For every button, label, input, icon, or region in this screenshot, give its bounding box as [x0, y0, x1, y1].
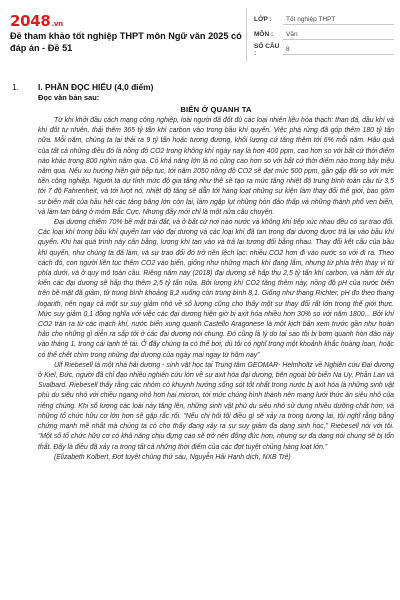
article-title: BIỂN Ở QUANH TA — [180, 105, 252, 114]
article-paragraph: Ulf Riebesell là một nhà hải dương - sinh vật học tại Trung tâm GEOMAR- Helmholtz về Nghiên cứu Đại dương ở Kiel, Đức, người đã chỉ đạo nhiều nghiên cứu lớn về sự axit hóa đại dương, bên ngoài bờ biển Na Uy, Phần Lan và Svalbard. Riebesell thấy rằng các nhóm có khuynh hướng sống sót tốt nhất trong nước bị axit hóa là những sinh vật phù du siêu nhỏ với chiều ngang nhỏ hơn hai micron, tới mức chúng hình thành nên mạng lưới thức ăn siêu nhỏ của riêng chúng. Khi số lượng các loài này tăng lên, những sinh vật phù du siêu nhỏ sử dụng nhiều dưỡng chất hơn, và những tổ chức hữu cơ lớn hơn sẽ gặp rắc rối. “Nếu chị hỏi tôi điều gì sẽ xảy ra trong tương lai, tôi nghĩ rằng bằng chứng mạnh mẽ nhất mà chúng ta có cho thấy đang xảy ra sự suy giảm đa dạng sinh học,” Riebesell nói với tôi. “Một số tổ chức hữu cơ có khả năng chịu đựng cao sẽ trở nên đông đúc hơn, nhưng sự đa dạng nói chung sẽ bị tổn thất. Đây là điều đã xảy ra trong tất cả những thời điểm của các đợt tuyệt chủng hàng loạt lớn.” — [38, 361, 394, 451]
section-heading — [10, 82, 394, 93]
meta-row-grade — [254, 12, 394, 27]
article-paragraph: Từ khi khởi đầu cách mạng công nghiệp, loài người đã đốt đủ các loại nhiên liệu hóa thạch: than đá, dầu khí và khí đốt tự nhiên, thải thêm 365 tỷ tấn khí carbon vào trong bầu khí quyển. Việc phá rừng đã góp thêm 180 tỷ tấn nữa. Mỗi năm, chúng ta lại thải ra 9 tỷ tấn hoặc tương đương, khối lượng cứ tăng thêm tới 6% mỗi năm. Hậu quả của tất cả những điều đó là nồng độ CO2 trong không khí ngày nay là hơn 400 ppm, cao hơn so với bất cứ thời điểm nào khác trong 800 nghìn năm qua. Có khả năng lớn là nó cũng cao hơn so với bất cứ thời điểm nào trong bảy triệu năm qua. Nếu xu hướng hiện giờ tiếp tục, tới năm 2050 nồng độ CO2 sẽ đạt mức 500 ppm, gần gấp đôi so với mức tiền công nghiệp. Người ta dự tính mức độ gia tăng như thế sẽ tạo ra mức tăng nhiệt độ trung bình toàn cầu từ 3,5 tới 7 độ Fahrenheit, và tới lượt nó, nhiệt độ tăng sẽ dẫn tới hàng loạt những sự kiện làm thay đổi thế giới, bao gồm sự biến mất của hầu hết các tảng băng lớn còn lại, làm ngập lụt những hòn đảo thấp và những thành phố ven biển, và làm tan băng ở mỏm Bắc Cực. Nhưng đấy mới chỉ là một nửa câu chuyện. — [38, 117, 394, 216]
meta-label: SỐ CÂU : — [254, 42, 280, 57]
reading-instruction: Đọc văn bản sau: — [38, 93, 100, 102]
section-title: I. PHẦN ĐỌC HIỂU (4,0 điểm) — [38, 82, 154, 92]
article-source: (Elizabeth Kolbert, Đợt tuyệt chủng thứ sáu, Nguyễn Hải Hạnh dịch, NXB Trẻ) — [54, 453, 291, 461]
document-meta — [254, 12, 394, 57]
page-header — [0, 0, 400, 66]
header-divider — [246, 8, 247, 62]
meta-row-question-count — [254, 42, 394, 57]
logo-text: 2048 — [10, 12, 51, 30]
meta-value: Văn — [283, 30, 394, 40]
site-logo[interactable] — [10, 12, 63, 30]
question-content — [10, 82, 394, 463]
article-paragraph: Đại dương chiếm 70% bề mặt trái đất, và ở bất cứ nơi nào nước và không khí tiếp xúc nhau đều có sự trao đổi. Các loại khí trong bầu khí quyển tan vào đại dương và các loại khí đã tan trong đại dương được trả lại vào bầu khí quyển. Khi hai quá trình này cân bằng, lượng khí tan vào và trả lại tương đối bằng nhau. Thay đổi kết cấu của bầu khí quyển, như chúng ta đã làm, và sự trao đổi đó trở nên lệch lạc: nhiều CO2 hơn đi vào nước so với đi ra. Theo cách đó, con người liên tục thêm CO2 vào biển, giống như những mạch khí đang lắm, nhưng từ phía trên thay vì từ phía dưới, và ở quy mô toàn cầu. Riêng năm nay (2018) đại dương sẽ hấp thụ 2,5 tỷ tấn khí carbon, và năm tới dự kiến các đại dương sẽ hấp thụ thêm 2,5 tỷ tấn nữa. Bởi lượng khí CO2 tăng thêm này, nồng độ pH của nước biển trên bề mặt đã giảm, từ trung bình khoảng 8,2 xuống còn trung bình 8,1. Giống như thang Richter, pH đo theo thang logarith, nên ngay cả một sự suy giảm nhỏ về số lượng cũng cho thấy một sự thay đổi rất lớn trong thế giới thực. Mức suy giảm 0,1 đồng nghĩa với việc các đại dương hiện giờ bị axit hóa nhiều hơn 30% so với năm 1800... Bởi khí CO2 tràn ra từ các mạch khí, nước biển xung quanh Castello Aragonese là một kịch bản xem trước gần như hoàn hảo cho những gì diễn ra sắp tới ở các đại dương nói chung. Đó cũng là lý do tại sao tôi bị bơm quanh hòn đảo này vào tháng 1, trong cái lạnh tê tái. Ở đây chúng ta có thể bơi, dù tôi có nghĩ trong một khoảnh khắc hoàng loạn, hoặc có thể chết chìm trong những đại dương của ngày mai ngay từ hôm nay” — [38, 219, 394, 359]
meta-value: Tốt nghiệp THPT — [283, 15, 394, 25]
meta-value: 8 — [283, 45, 394, 55]
question-number: 1. — [12, 82, 19, 92]
meta-label: LỚP : — [254, 16, 272, 23]
meta-row-subject — [254, 27, 394, 42]
logo-suffix: .vn — [51, 20, 63, 28]
document-title: Đề tham khảo tốt nghiệp THPT môn Ngữ văn 2025 có đáp án - Đề 51 — [10, 31, 242, 53]
meta-label: MÔN : — [254, 31, 274, 38]
